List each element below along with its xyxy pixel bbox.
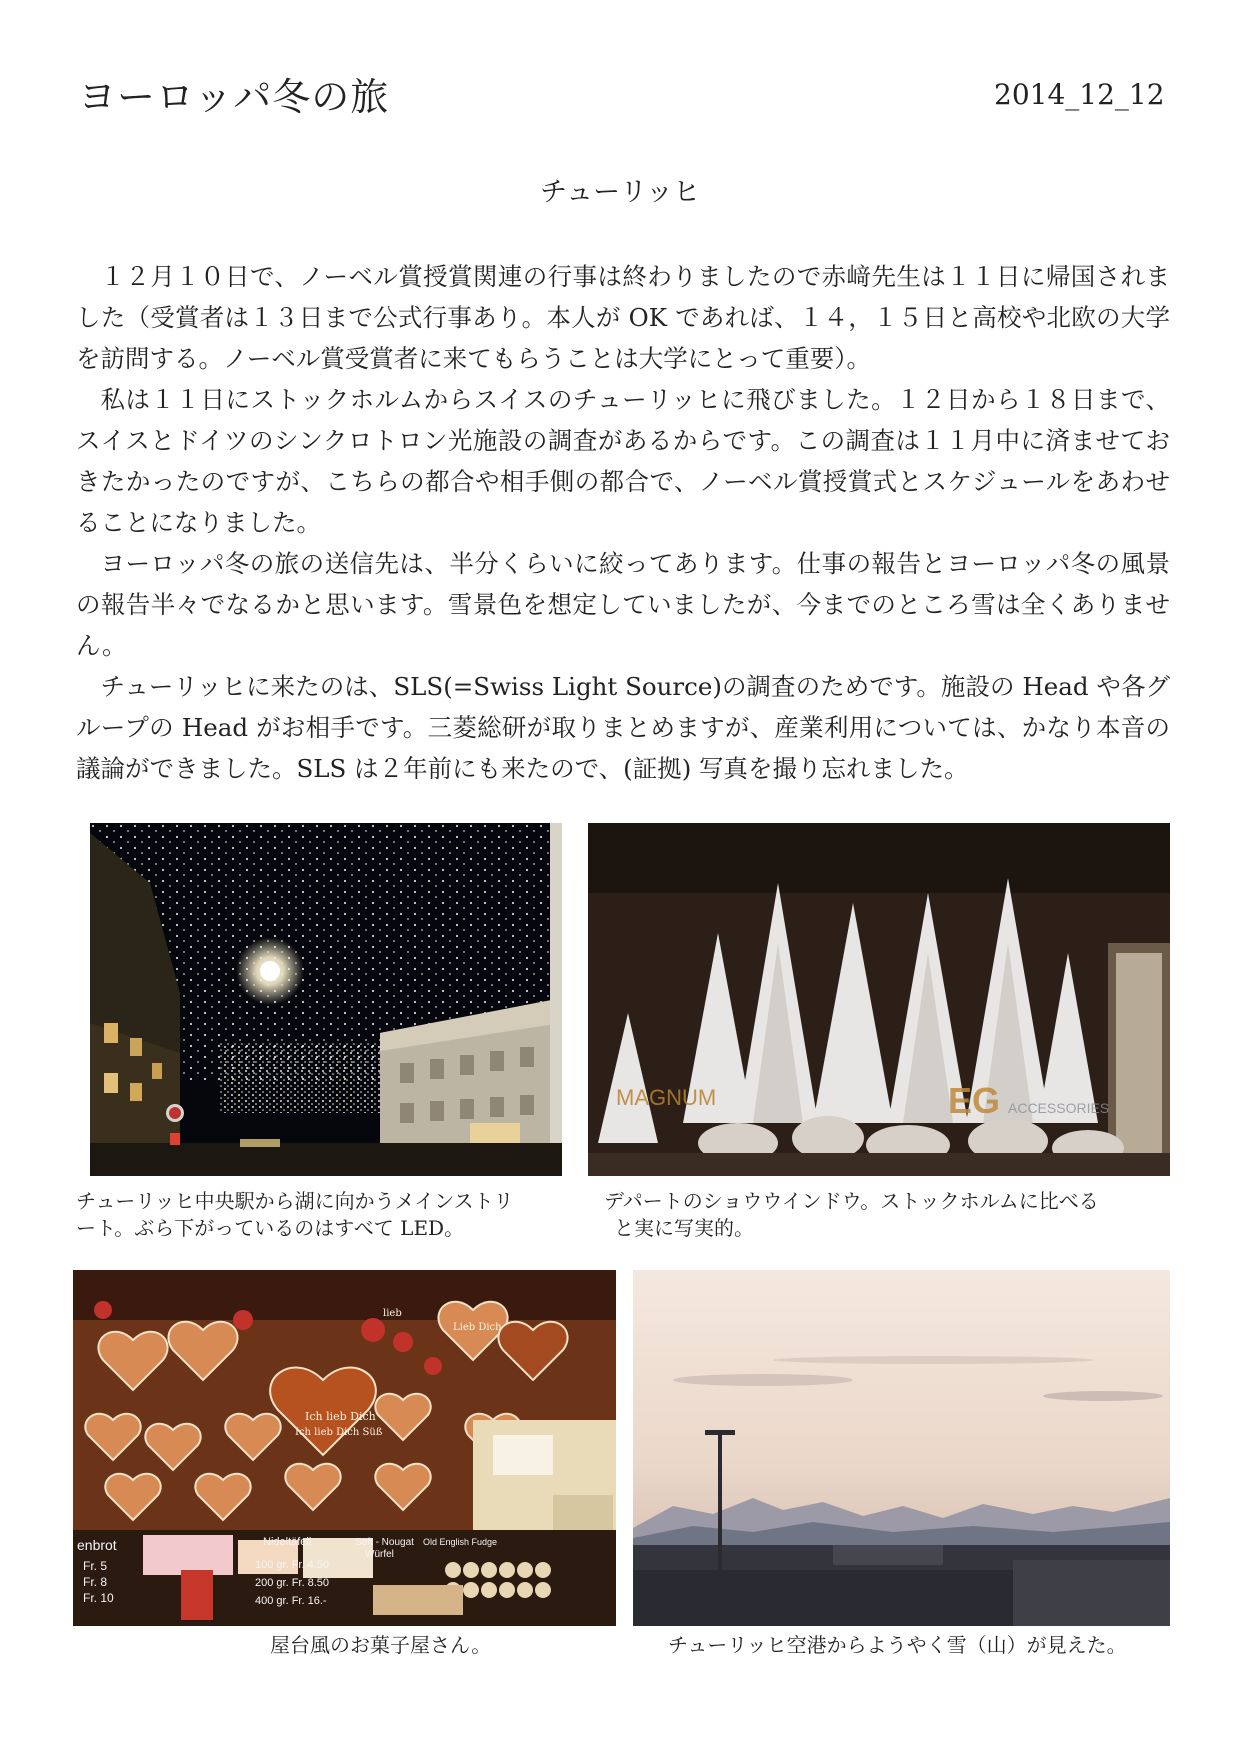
page-date: 2014_12_12 xyxy=(994,78,1165,111)
price-label: Soft - Nougat xyxy=(355,1537,414,1548)
caption-line: チューリッヒ中央駅から湖に向かうメインストリ xyxy=(76,1189,514,1213)
price-label: Fr. 5 xyxy=(83,1559,108,1573)
paragraph: 私は１１日にストックホルムからスイスのチューリッヒに飛びました。１２日から１８日まで、スイスとドイツのシンクロトロン光施設の調査があるからです。この調査は１１月中に済ませておきたかったのですが、こちらの都合や相手側の都合で、ノーベル賞授賞式とスケジュールをあわせることになりました。 xyxy=(76,385,1170,537)
price-label: 400 gr. Fr. 16.- xyxy=(255,1595,327,1607)
price-label: 200 gr. Fr. 8.50 xyxy=(255,1577,329,1589)
photo-shop-window xyxy=(588,823,1170,1176)
heart-text: Ich lieb Dich Süß xyxy=(295,1427,383,1438)
store-sign-small: ACCESSORIES xyxy=(1008,1100,1110,1116)
shop-window-scene xyxy=(588,823,1170,1176)
caption-line: ート。ぶら下がっているのはすべて LED。 xyxy=(76,1216,465,1240)
price-label: Fr. 8 xyxy=(83,1575,108,1589)
photo-caption xyxy=(76,1188,596,1242)
paragraph: １２月１０日で、ノーベル賞授賞関連の行事は終わりましたので赤﨑先生は１１日に帰国されました（受賞者は１３日まで公式行事あり。本人が OK であれば、１４，１５日と高校や北欧の大学を訪問する。ノーベル賞受賞者に来てもらうことは大学にとって重要）。 xyxy=(76,262,1170,373)
price-label: Nideltäfeli xyxy=(263,1536,312,1548)
store-sign-right: EG xyxy=(948,1080,1001,1121)
paragraph: ヨーロッパ冬の旅の送信先は、半分くらいに絞ってあります。仕事の報告とヨーロッパ冬の風景の報告半々でなるかと思います。雪景色を想定していましたが、今までのところ雪は全くありません。 xyxy=(76,549,1170,660)
photo-airport-mountains xyxy=(633,1270,1170,1626)
price-label: Würfel xyxy=(365,1549,394,1560)
caption-line: と実に写実的。 xyxy=(614,1216,754,1240)
photo-caption: チューリッヒ空港からようやく雪（山）が見えた。 xyxy=(668,1633,1127,1657)
caption-line: デパートのショウウインドウ。ストックホルムに比べる xyxy=(604,1189,1099,1213)
price-label: enbrot xyxy=(77,1537,117,1553)
store-sign-left: MAGNUM xyxy=(616,1085,717,1110)
photo-led-street xyxy=(90,823,562,1176)
page-title: ヨーロッパ冬の旅 xyxy=(78,75,390,119)
section-subtitle: チューリッヒ xyxy=(539,177,701,208)
heart-text: Ich lieb Dich xyxy=(305,1410,376,1423)
heart-text: lieb xyxy=(383,1308,402,1319)
photo-candy-stall xyxy=(73,1270,616,1626)
article-body xyxy=(76,256,1170,789)
heart-text: Lieb Dich xyxy=(453,1322,502,1333)
led-street-scene xyxy=(90,823,562,1176)
airport-mountains-scene xyxy=(633,1270,1170,1626)
price-label: Old English Fudge xyxy=(423,1537,498,1547)
price-label: 100 gr. Fr. 4.50 xyxy=(255,1559,329,1571)
photo-caption: 屋台風のお菓子屋さん。 xyxy=(270,1633,492,1657)
candy-stall-scene xyxy=(73,1270,616,1626)
price-label: Fr. 10 xyxy=(83,1591,114,1605)
photo-caption xyxy=(604,1188,1170,1242)
paragraph: チューリッヒに来たのは、SLS(=Swiss Light Source)の調査のためです。施設の Head や各グループの Head がお相手です。三菱総研が取りまとめますが、産業利用については、かなり本音の議論ができました。SLS は２年前にも来たので、(証拠) 写真を撮り忘れました。 xyxy=(76,672,1170,783)
